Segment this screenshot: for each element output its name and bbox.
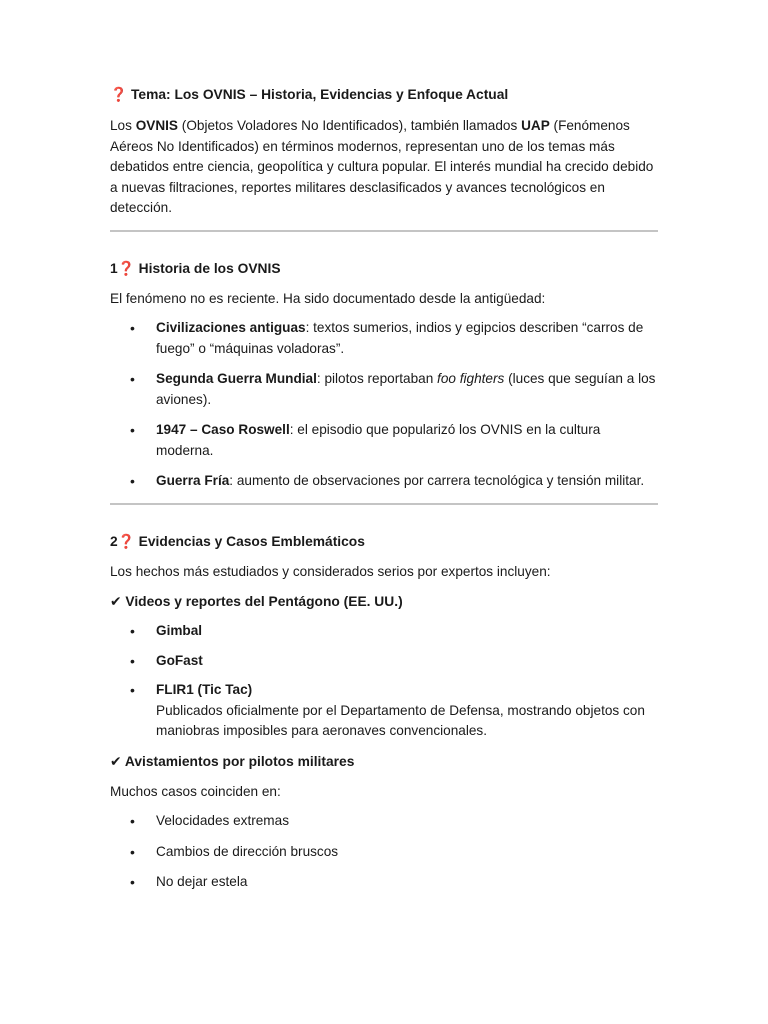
list-item-text: (luces que seguían a los aviones).: [156, 371, 656, 407]
section-divider: [110, 503, 658, 505]
document-content: [110, 84, 658, 893]
pilots-lead: Muchos casos coinciden en:: [110, 783, 281, 799]
history-heading: 1❓ Historia de los OVNIS: [110, 260, 281, 276]
pentagon-video-list: [110, 621, 658, 742]
intro-text-1: Los: [110, 118, 136, 133]
list-item-text: : aumento de observaciones por carrera tecnológica y tensión militar.: [229, 473, 645, 488]
intro-paragraph: [110, 116, 658, 219]
video-name: Gimbal: [156, 623, 203, 638]
pilots-list: [110, 811, 658, 893]
list-item: [110, 621, 658, 642]
list-item-bold: Civilizaciones antiguas: [156, 320, 306, 335]
list-item-bold: Segunda Guerra Mundial: [156, 371, 317, 386]
video-name: FLIR1 (Tic Tac): [156, 682, 253, 697]
list-item-text: : textos sumerios, indios y egipcios describen “carros de fuego” o “máquinas voladoras”.: [156, 320, 644, 356]
document-title: ❓ Tema: Los OVNIS – Historia, Evidencias y Enfoque Actual: [110, 87, 509, 102]
intro-text-2: (Objetos Voladores No Identificados), también llamados: [178, 118, 522, 133]
video-note: Publicados oficialmente por el Departamento de Defensa, mostrando objetos con maniobras imposibles para aeronaves convencionales.: [156, 702, 645, 738]
list-item: [110, 651, 658, 672]
section-divider: [110, 230, 658, 232]
list-item-italic: foo fighters: [437, 371, 505, 386]
list-item: • No dejar estela: [110, 872, 658, 893]
list-item: [110, 369, 658, 410]
intro-text-3: (Fenómenos Aéreos No Identificados) en términos modernos, representan uno de los temas más debatidos entre ciencia, geopolítica y cultura popular. El interés mundial ha crecido debido a nuevas filtraciones, reportes militares desclasificados y avances tecnológicos en detección.: [110, 118, 654, 215]
history-list: [110, 318, 658, 492]
list-item-bold: 1947 – Caso Roswell: [156, 422, 290, 437]
list-item-text: : el episodio que popularizó los OVNIS en la cultura moderna.: [156, 422, 601, 458]
history-lead: El fenómeno no es reciente. Ha sido documentado desde la antigüedad:: [110, 290, 546, 306]
list-item-text: : pilotos reportaban: [316, 371, 438, 386]
list-item: • Velocidades extremas: [110, 811, 658, 832]
pentagon-heading: ✔ Videos y reportes del Pentágono (EE. UU.): [110, 594, 403, 609]
evidence-lead: Los hechos más estudiados y considerados serios por expertos incluyen:: [110, 563, 551, 579]
video-name: GoFast: [156, 652, 203, 668]
list-item: [110, 420, 658, 461]
list-item: [110, 318, 658, 359]
evidence-heading: 2❓ Evidencias y Casos Emblemáticos: [110, 533, 365, 549]
intro-bold-uap: UAP: [521, 118, 550, 133]
list-item: [110, 680, 658, 742]
list-item: [110, 471, 658, 492]
list-item: • Cambios de dirección bruscos: [110, 842, 658, 863]
intro-bold-ovnis: OVNIS: [135, 118, 179, 133]
list-item-bold: Guerra Fría: [156, 473, 230, 488]
pilots-heading: ✔ Avistamientos por pilotos militares: [110, 753, 355, 769]
